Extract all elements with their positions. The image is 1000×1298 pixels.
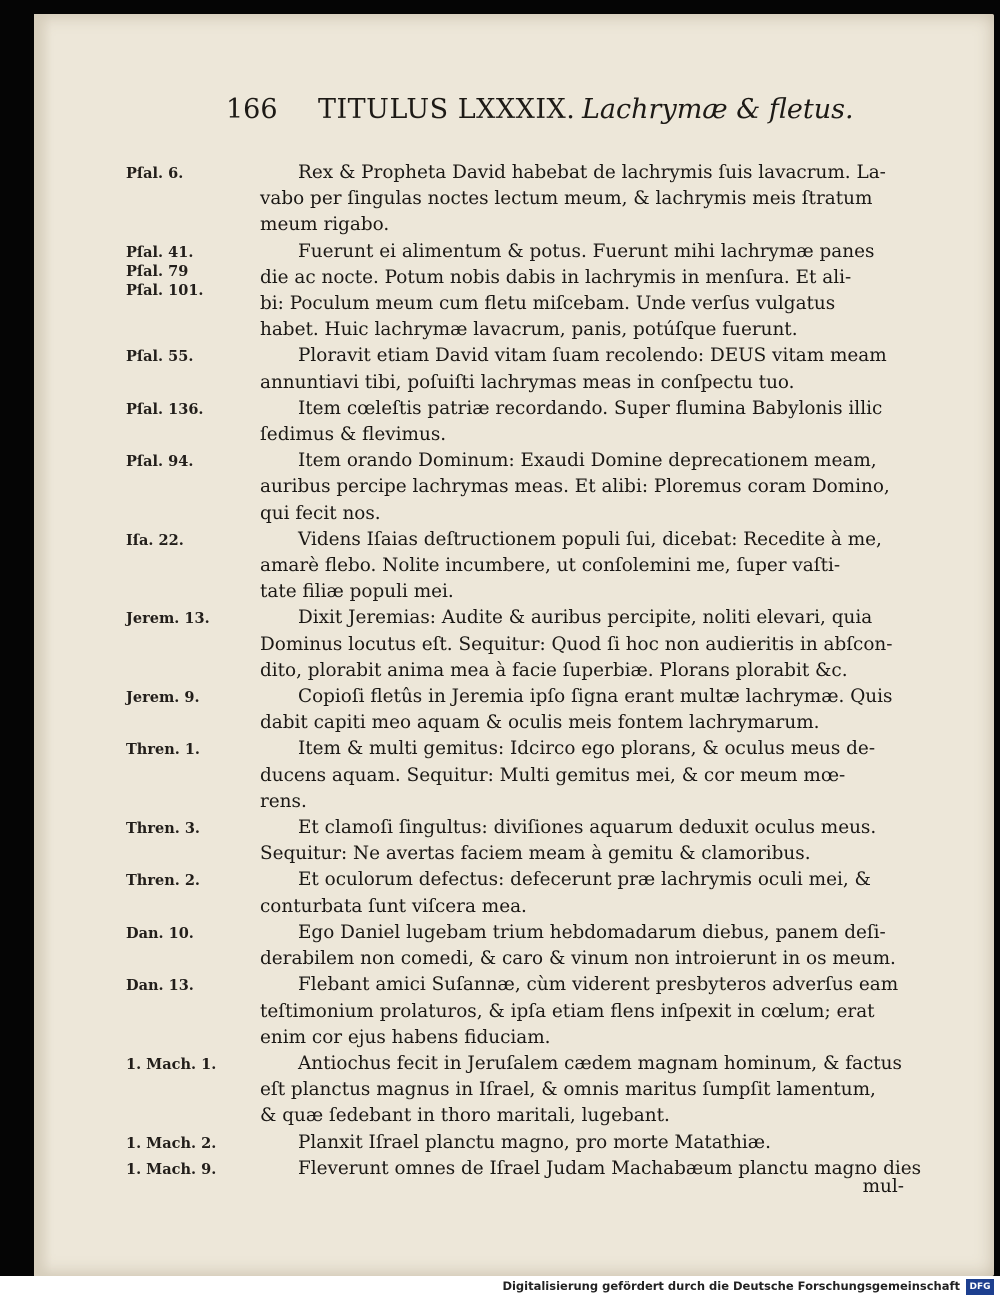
entry-text: Item cœleſtis patriæ recordando. Super flumina Babylonis illic ſedimus & flevimus. [260, 397, 883, 446]
entry-psal-136 [126, 396, 956, 448]
margin-reference: Iſa. 22. [126, 531, 184, 549]
margin-reference: Jerem. 13. [126, 610, 210, 628]
margin-reference: 1. Mach. 1. [126, 1055, 217, 1073]
margin-reference: Pſal. 41. Pſal. 79 Pſal. 101. [126, 243, 204, 299]
entry-text: Et clamoſi ſingultus: diviſiones aquarum deduxit oculus meus. Sequitur: Ne avertas faciem meam à gemitu & clamoribus. [260, 817, 877, 865]
entry-text: Antiochus fecit in Jeruſalem cædem magnam hominum, & factus eſt planctus magnus in Iſrael, & omnis maritus ſumpſit lamentum, & quæ ſedebant in thoro maritali, lugebant. [260, 1052, 902, 1127]
entry-text: Dixit Jeremias: Audite & auribus percipite, noliti elevari, quia Dominus locutus eſt. Sequitur: Quod ſi hoc non audieritis in abſcon- dito, plorabit anima mea à facie ſuperbiæ. Plorans plorabit &c. [260, 607, 893, 681]
page-edge-shadow [34, 14, 52, 1276]
margin-reference: Thren. 3. [126, 820, 200, 838]
entry-text: Item orando Dominum: Exaudi Domine deprecationem meam, auribus percipe lachrymas meas. Et alibi: Ploremus coram Domino, qui fecit nos. [260, 450, 890, 524]
entry-isa-22 [126, 527, 956, 606]
entry-text: Planxit Iſrael planctu magno, pro morte Matathiæ. [298, 1131, 771, 1153]
entry-text: Fuerunt ei alimentum & potus. Fuerunt mihi lachrymæ panes die ac nocte. Potum nobis dabis in lachrymis in menſura. Et ali- bi: Poculum meum cum fletu miſcebam. Unde verſus vulgatus habet. Huic lachrymæ lavacrum, panis, potúſque fuerunt. [260, 240, 875, 341]
text-body [126, 160, 956, 1182]
margin-reference: Pſal. 136. [126, 400, 204, 418]
entry-psal-41 [126, 239, 956, 344]
entry-dan-10 [126, 920, 956, 972]
margin-reference: Pſal. 94. [126, 453, 194, 471]
entry-text: Item & multi gemitus: Idcirco ego plorans, & oculus meus de- ducens aquam. Sequitur: Multi gemitus mei, & cor meum mœ- rens. [260, 738, 876, 812]
entry-mach-9 [126, 1156, 956, 1182]
entry-jerem-13 [126, 605, 956, 684]
running-subtitle: Lachrymæ & fletus. [582, 94, 854, 125]
entry-jerem-9 [126, 684, 956, 736]
margin-reference: Pſal. 6. [126, 165, 184, 182]
entry-text: Rex & Propheta David habebat de lachrymis ſuis lavacrum. La- vabo per ſingulas noctes lectum meum, & lachrymis meis ſtratum meum rigabo. [260, 162, 886, 236]
entry-text: Fleverunt omnes de Iſrael Judam Machabæum planctu magno dies [298, 1157, 922, 1179]
margin-reference: 1. Mach. 9. [126, 1160, 217, 1178]
entry-text: Ploravit etiam David vitam ſuam recolendo: DEUS vitam meam annuntiavi tibi, poſuiſti lachrymas meas in conſpectu tuo. [260, 345, 887, 393]
entry-text: Copioſi fletûs in Jeremia ipſo ſigna erant multæ lachrymæ. Quis dabit capiti meo aquam & oculis meis fontem lachrymarum. [260, 686, 893, 734]
margin-reference: 1. Mach. 2. [126, 1134, 217, 1152]
margin-reference: Dan. 10. [126, 924, 194, 942]
entry-psal-94 [126, 448, 956, 527]
entry-psal-55 [126, 343, 956, 395]
running-title: TITULUS LXXXIX. [318, 94, 576, 125]
entry-thren-2 [126, 867, 956, 919]
book-page [34, 14, 994, 1276]
margin-reference: Pſal. 55. [126, 348, 194, 366]
entry-dan-13 [126, 972, 956, 1051]
catchword: mul- [862, 1176, 904, 1197]
entry-text: Et oculorum defectus: defecerunt præ lachrymis oculi mei, & conturbata ſunt viſcera mea. [260, 869, 871, 917]
entry-mach-1 [126, 1051, 956, 1130]
page-number: 166 [226, 94, 278, 125]
entry-text: Ego Daniel lugebam trium hebdomadarum diebus, panem deſi- derabilem non comedi, & caro & vinum non introierunt in os meum. [260, 921, 896, 970]
margin-reference: Thren. 1. [126, 741, 200, 759]
funding-credit: Digitalisierung gefördert durch die Deutsche Forschungsgemeinschaft [502, 1279, 960, 1293]
digitization-footer [0, 1276, 1000, 1298]
entry-thren-1 [126, 736, 956, 815]
entry-psal-6 [126, 160, 956, 239]
dfg-logo: DFG [966, 1279, 994, 1295]
margin-reference: Thren. 2. [126, 872, 200, 890]
margin-reference: Dan. 13. [126, 977, 194, 995]
running-header [226, 94, 886, 134]
margin-reference: Jerem. 9. [126, 689, 200, 707]
entry-mach-2 [126, 1130, 956, 1156]
entry-text: Flebant amici Suſannæ, cùm viderent presbyteros adverſus eam teſtimonium prolaturos, & ipſa etiam flens inſpexit in cœlum; erat enim cor ejus habens fiduciam. [260, 974, 899, 1048]
entry-text: Videns Iſaias deſtructionem populi ſui, dicebat: Recedite à me, amarè flebo. Nolite incumbere, ut conſolemini me, ſuper vaſti- tate filiæ populi mei. [260, 528, 882, 603]
entry-thren-3 [126, 815, 956, 867]
